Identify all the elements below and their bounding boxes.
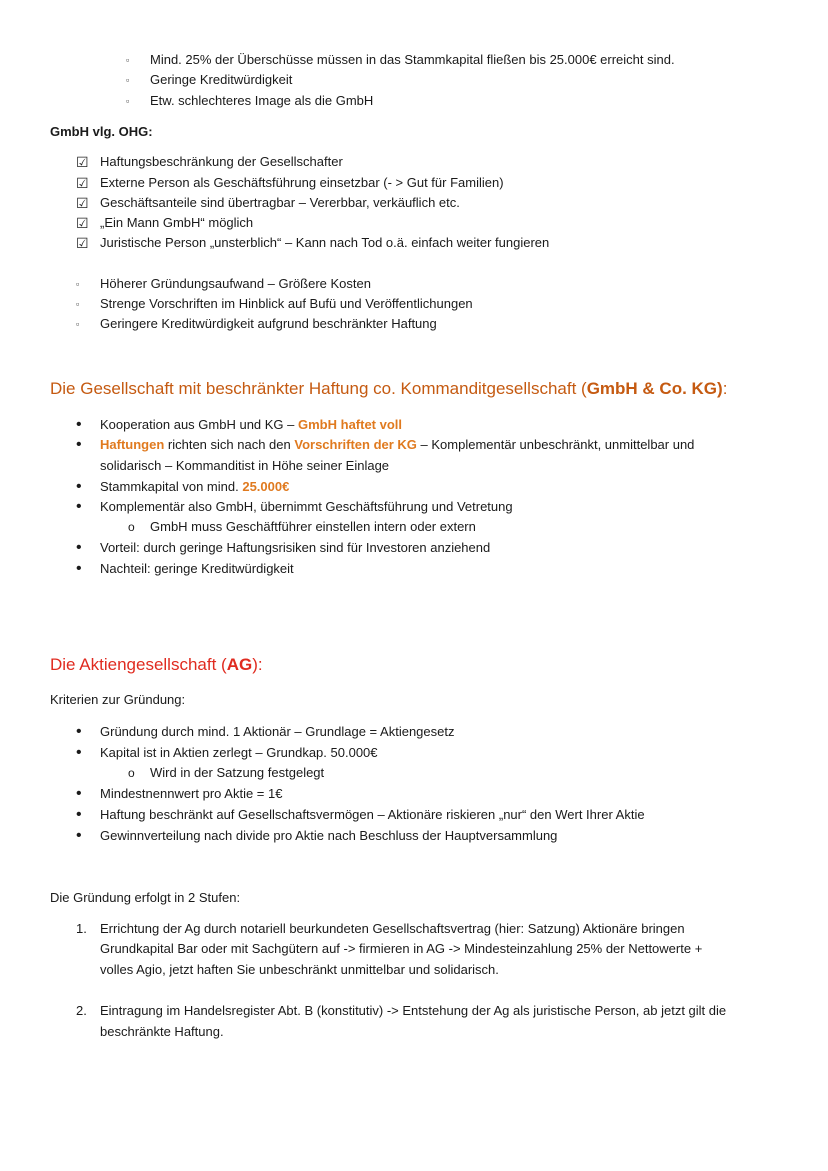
bullet-icon: • — [76, 436, 82, 453]
list-item — [100, 416, 402, 434]
pro-item: Geschäftsanteile sind übertragbar – Vererbbar, verkäuflich etc. — [100, 195, 460, 210]
heading-end: ): — [252, 655, 263, 674]
criteria-label: Kriterien zur Gründung: — [50, 692, 186, 707]
sub-list-item: Wird in der Satzung festgelegt — [150, 765, 325, 780]
list-number: 2. — [76, 1003, 87, 1018]
checkbox-icon: ☑ — [76, 195, 89, 211]
section-subtitle-gmbh-ohg: GmbH vlg. OHG: — [50, 124, 153, 139]
pro-item: Haftungsbeschränkung der Gesellschafter — [100, 154, 343, 169]
pro-item: „Ein Mann GmbH“ möglich — [100, 215, 254, 230]
heading-end: : — [722, 379, 728, 398]
pro-item: Juristische Person „unsterblich“ – Kann nach Tod o.ä. einfach weiter fungieren — [100, 235, 550, 250]
heading-text: Die Gesellschaft mit beschränkter Haftung co. Kommanditgesellschaft ( — [50, 379, 587, 398]
con-item: Strenge Vorschriften im Hinblick auf Bufü und Veröffentlichungen — [100, 296, 473, 311]
circle-bullet-icon: o — [128, 520, 135, 534]
numbered-item-line: beschränkte Haftung. — [100, 1024, 224, 1039]
list-item — [100, 478, 289, 496]
checkbox-icon: ☑ — [76, 235, 89, 251]
square-bullet-icon: ▫ — [76, 299, 80, 309]
numbered-item-line: Grundkapital Bar oder mit Sachgütern auf -> firmieren in AG -> Mindesteinzahlung 25% der Nettowerte + — [100, 941, 703, 956]
bullet-icon: • — [76, 744, 82, 761]
checkbox-icon: ☑ — [76, 215, 89, 231]
bullet-icon: • — [76, 723, 82, 740]
text: richten sich nach den — [164, 437, 295, 452]
square-bullet-icon: ▫ — [126, 55, 130, 65]
list-item: Vorteil: durch geringe Haftungsrisiken sind für Investoren anziehend — [100, 540, 491, 555]
text: – Komplementär unbeschränkt, unmittelbar und — [416, 437, 695, 452]
list-number: 1. — [76, 921, 87, 936]
heading-gmbh-co-kg — [50, 378, 727, 400]
highlight: 25.000€ — [242, 479, 290, 494]
square-bullet-icon: ▫ — [76, 319, 80, 329]
bullet-icon: • — [76, 560, 82, 577]
heading-ag — [50, 654, 263, 676]
list-item: Gründung durch mind. 1 Aktionär – Grundlage = Aktiengesetz — [100, 724, 455, 739]
numbered-item-line: volles Agio, jetzt haften Sie unbeschränkt unmittelbar und solidarisch. — [100, 962, 499, 977]
list-item: Haftung beschränkt auf Gesellschaftsvermögen – Aktionäre riskieren „nur“ den Wert Ihrer Aktie — [100, 807, 645, 822]
list-item: Komplementär also GmbH, übernimmt Geschäftsführung und Vetretung — [100, 499, 513, 514]
highlight: Vorschriften der KG — [294, 437, 417, 452]
bullet-icon: • — [76, 539, 82, 556]
square-bullet-icon: ▫ — [126, 75, 130, 85]
circle-bullet-icon: o — [128, 766, 135, 780]
con-item: Geringere Kreditwürdigkeit aufgrund beschränkter Haftung — [100, 316, 437, 331]
list-item-continuation: solidarisch – Kommanditist in Höhe seiner Einlage — [100, 458, 390, 473]
list-item — [100, 436, 694, 454]
con-item: Höherer Gründungsaufwand – Größere Kosten — [100, 276, 371, 291]
bullet-icon: • — [76, 478, 82, 495]
list-item: Nachteil: geringe Kreditwürdigkeit — [100, 561, 294, 576]
list-item: Mindestnennwert pro Aktie = 1€ — [100, 786, 283, 801]
list-item: Gewinnverteilung nach divide pro Aktie nach Beschluss der Hauptversammlung — [100, 828, 558, 843]
numbered-item-line: Eintragung im Handelsregister Abt. B (konstitutiv) -> Entstehung der Ag als juristische Person, ab jetzt gilt die — [100, 1003, 727, 1018]
list-item: Geringe Kreditwürdigkeit — [150, 72, 293, 87]
bullet-icon: • — [76, 827, 82, 844]
heading-bold: GmbH & Co. KG) — [586, 379, 723, 398]
stages-intro: Die Gründung erfolgt in 2 Stufen: — [50, 890, 241, 905]
list-item: Etw. schlechteres Image als die GmbH — [150, 93, 374, 108]
pro-item: Externe Person als Geschäftsführung einsetzbar (- > Gut für Familien) — [100, 175, 504, 190]
square-bullet-icon: ▫ — [76, 279, 80, 289]
checkbox-icon: ☑ — [76, 154, 89, 170]
heading-text: Die Aktiengesellschaft ( — [50, 655, 227, 674]
text: Kooperation aus GmbH und KG – — [100, 417, 299, 432]
list-item: Kapital ist in Aktien zerlegt – Grundkap. 50.000€ — [100, 745, 378, 760]
text: Stammkapital von mind. — [100, 479, 243, 494]
checkbox-icon: ☑ — [76, 175, 89, 191]
highlight: Haftungen — [100, 437, 165, 452]
bullet-icon: • — [76, 785, 82, 802]
bullet-icon: • — [76, 416, 82, 433]
bullet-icon: • — [76, 498, 82, 515]
list-item: Mind. 25% der Überschüsse müssen in das Stammkapital fließen bis 25.000€ erreicht sind. — [150, 52, 675, 67]
square-bullet-icon: ▫ — [126, 96, 130, 106]
bullet-icon: • — [76, 806, 82, 823]
sub-list-item: GmbH muss Geschäftführer einstellen intern oder extern — [150, 519, 476, 534]
numbered-item-line: Errichtung der Ag durch notariell beurkundeten Gesellschaftsvertrag (hier: Satzung) Aktionäre bringen — [100, 921, 685, 936]
heading-bold: AG — [226, 655, 253, 674]
highlight: GmbH haftet voll — [298, 417, 403, 432]
